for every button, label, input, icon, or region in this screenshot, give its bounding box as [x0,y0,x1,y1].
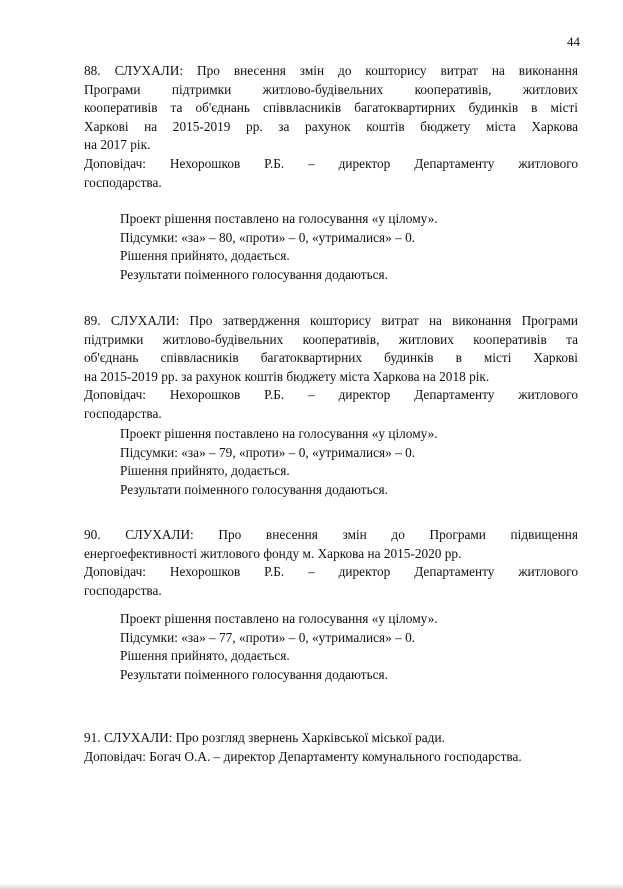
item-89-line-4: на 2015-2019 рр. за рахунок коштів бюджету міста Харкова на 2018 рік. [84,368,490,384]
item-88-heading: 88. СЛУХАЛИ: [84,63,184,78]
vote-announcement: Проект рішення поставлено на голосування «у цілому». [120,211,438,226]
item-89-heading: 89. СЛУХАЛИ: [84,313,180,328]
item-89-speaker: Доповідач: Нехорошков Р.Б. – директор Департаменту житлового [84,387,578,403]
item-89-speaker-cont: господарства. [84,405,162,421]
roll-call-note: Результати поіменного голосування додаються. [120,666,388,682]
roll-call-note: Результати поіменного голосування додаються. [120,481,388,497]
decision-status: Рішення прийнято, додається. [120,648,290,664]
item-88-line-2: Програми підтримки житлово-будівельних кооперативів, житлових [84,81,578,97]
item-88-line-4: Харкові на 2015-2019 рр. за рахунок коштів бюджету міста Харкова [84,118,578,134]
agenda-item-88 [84,62,578,192]
roll-call-note: Результати поіменного голосування додаються. [120,266,388,282]
item-91-speaker: Доповідач: Богач О.А. – директор Департаменту комунального господарства. [84,748,522,764]
item-90-heading: 90. СЛУХАЛИ: [84,527,194,542]
item-90-line-1: 90. СЛУХАЛИ: Про внесення змін до Програми підвищення [84,527,578,542]
item-91-heading: 91. СЛУХАЛИ: [84,730,173,745]
vote-totals: Підсумки: «за» – 79, «проти» – 0, «утрималися» – 0. [120,444,416,460]
page-number: 44 [567,34,580,49]
item-89-results [120,425,438,499]
scan-edge [0,883,623,889]
agenda-item-89 [84,312,578,424]
item-90-line-2: енергоефективності житлового фонду м. Харкова на 2015-2020 рр. [84,545,462,561]
decision-status: Рішення прийнято, додається. [120,463,290,479]
vote-announcement: Проект рішення поставлено на голосування «у цілому». [120,611,438,626]
vote-totals: Підсумки: «за» – 80, «проти» – 0, «утрималися» – 0. [120,229,416,245]
item-89-line-2: підтримки житлово-будівельних кооперативів, житлових кооперативів та [84,331,578,347]
item-88-speaker: Доповідач: Нехорошков Р.Б. – директор Департаменту житлового [84,155,578,171]
item-88-speaker-cont: господарства. [84,174,162,190]
vote-announcement: Проект рішення поставлено на голосування «у цілому». [120,426,438,441]
item-89-line-3: об'єднань співвласників багатоквартирних будинків в місті Харкові [84,350,578,366]
item-88-line-1: 88. СЛУХАЛИ: Про внесення змін до кошторису витрат на виконання [84,63,578,78]
item-88-results [120,210,438,284]
item-88-line-5: на 2017 рік. [84,137,151,153]
agenda-item-91 [84,729,578,766]
decision-status: Рішення прийнято, додається. [120,248,290,264]
item-89-line-1: 89. СЛУХАЛИ: Про затвердження кошторису витрат на виконання Програми [84,313,578,328]
item-90-speaker-cont: господарства. [84,582,162,598]
item-90-speaker: Доповідач: Нехорошков Р.Б. – директор Департаменту житлового [84,564,578,580]
agenda-item-90 [84,526,578,600]
item-90-results [120,610,438,684]
vote-totals: Підсумки: «за» – 77, «проти» – 0, «утрималися» – 0. [120,629,416,645]
item-88-line-3: кооперативів та об'єднань співвласників багатоквартирних будинків в місті [84,100,578,116]
item-91-line-1: 91. СЛУХАЛИ: Про розгляд звернень Харківської міської ради. [84,730,445,745]
